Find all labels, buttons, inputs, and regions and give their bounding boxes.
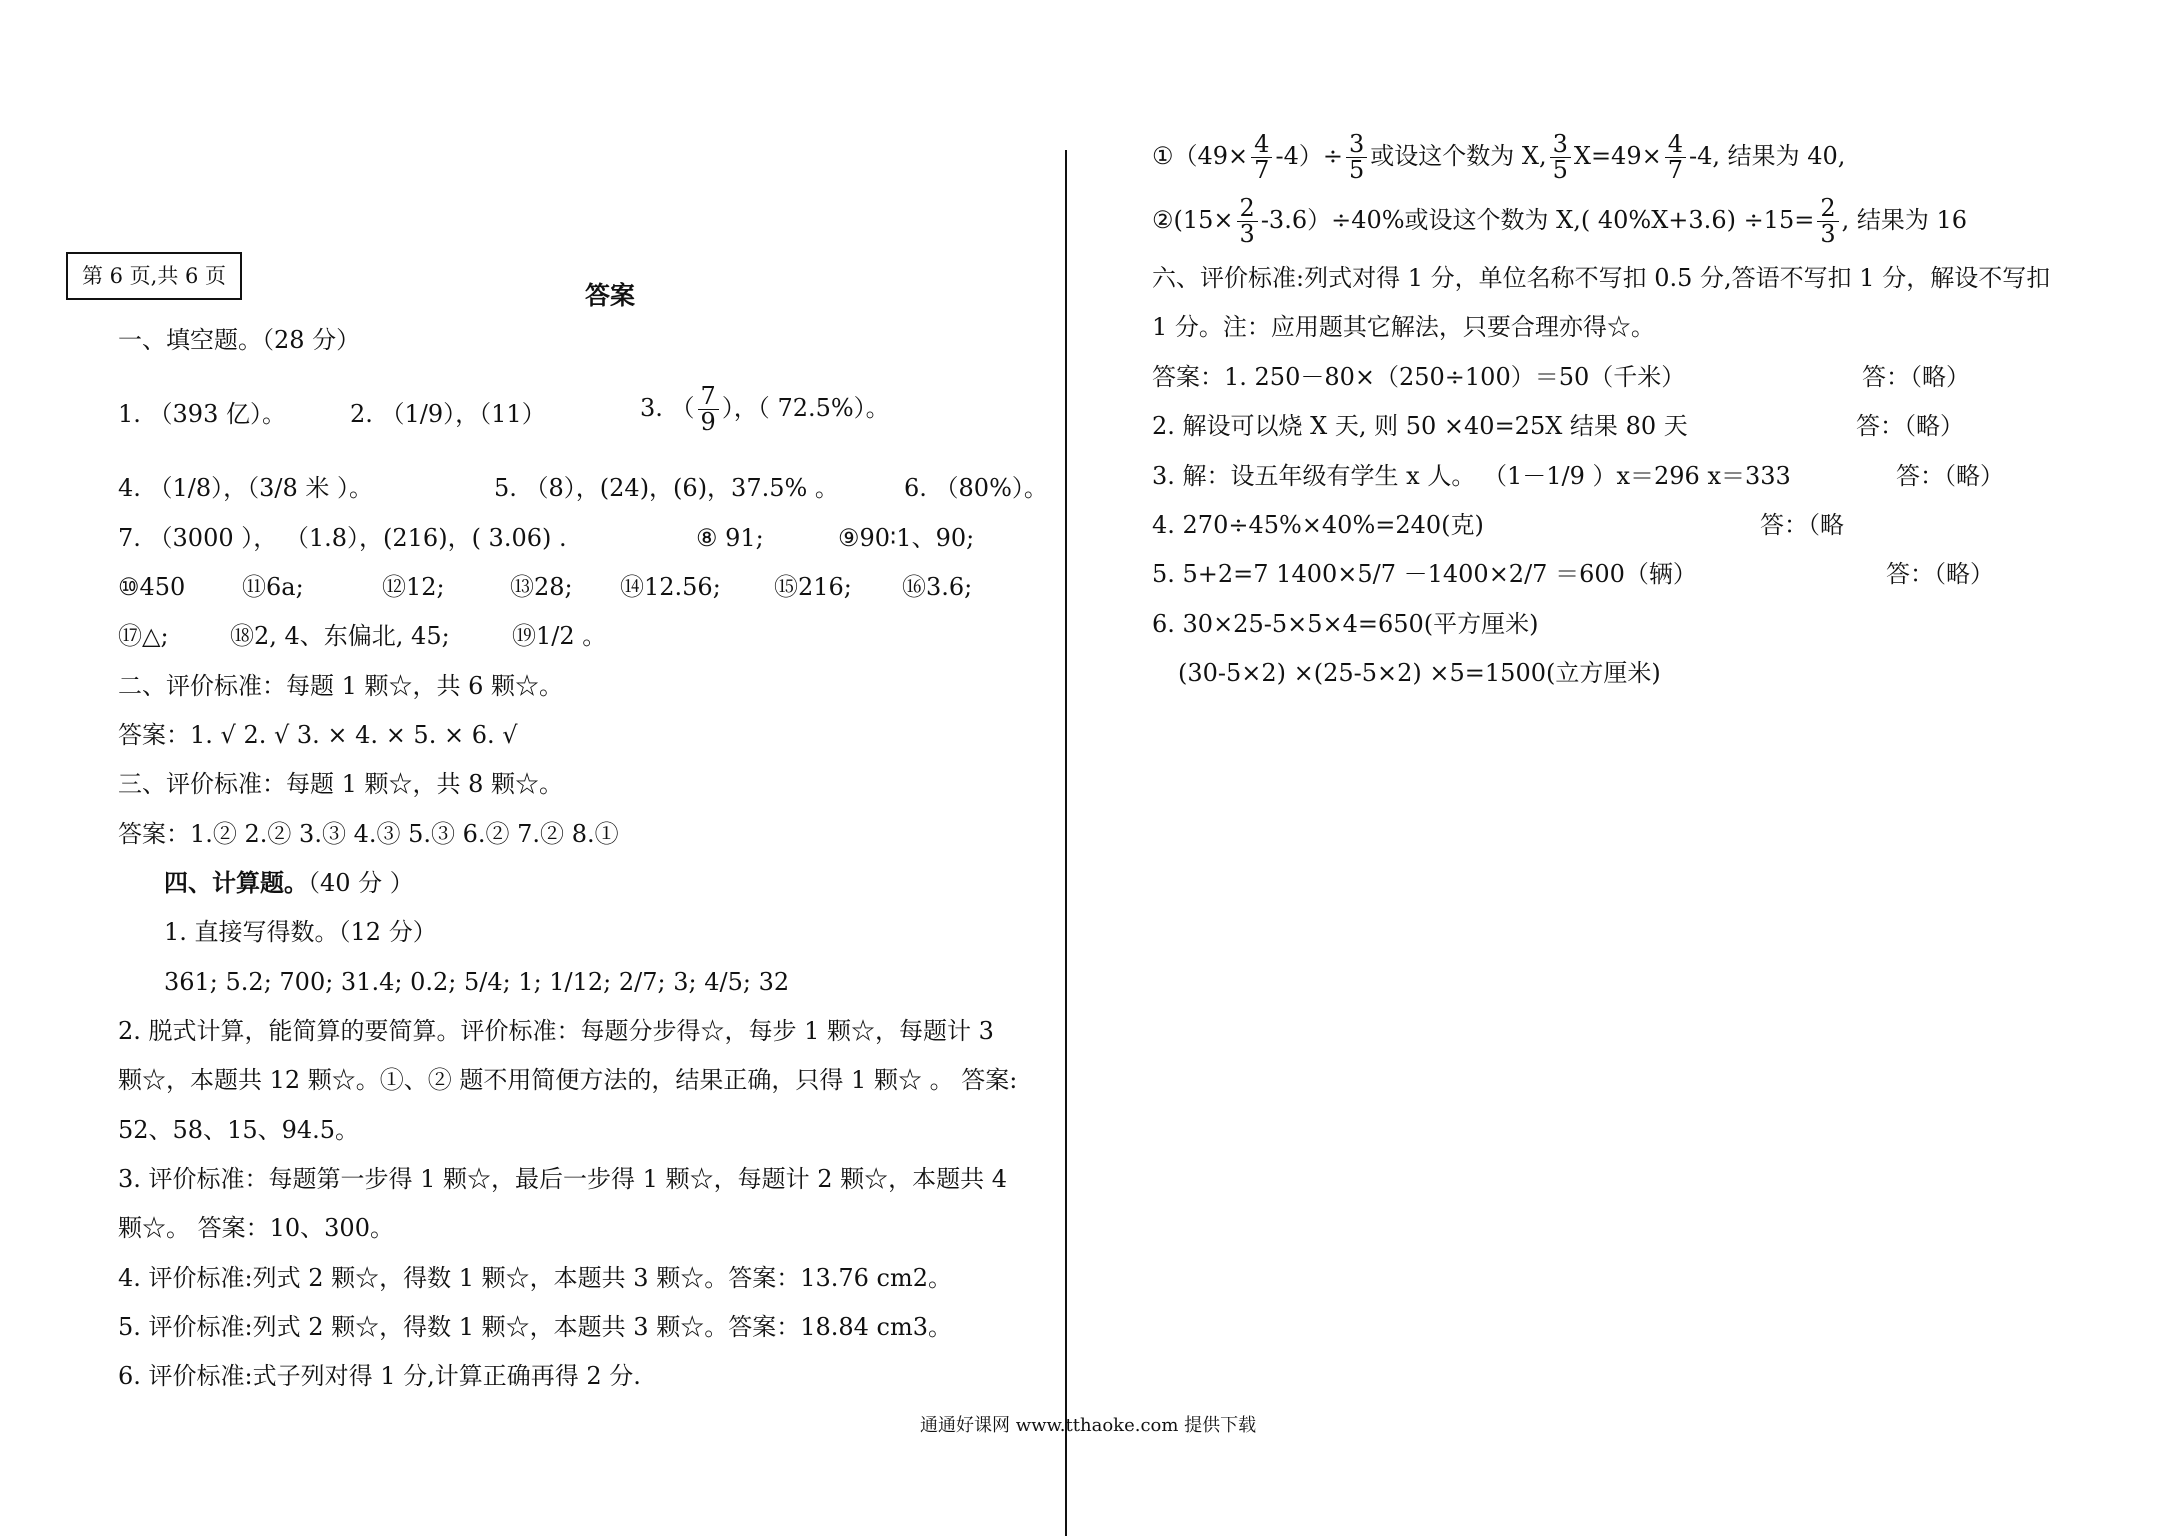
fraction: $\frac{3}{5}$ <box>1550 132 1571 183</box>
fraction: $\frac{4}{7}$ <box>1665 132 1686 183</box>
app-answer-5: 5. 5+2=7 1400×5/7 －1400×2/7 ＝600（辆） <box>1152 560 1697 588</box>
app-answer-4-reply: 答：（略 <box>1760 511 1844 539</box>
right-line-1: ①（49× $\frac{4}{7}$ -4）÷ $\frac{3}{5}$ 或设这个数为 X, $\frac{3}{5}$ X=49× $\frac{4}{7}$ -4, 结果为 40, <box>1152 130 1846 185</box>
answer-14: ⑭12.56; <box>620 573 721 601</box>
answer-9: ⑨90∶1、90; <box>838 524 975 552</box>
app-answer-3-reply: 答：（略） <box>1896 462 2004 490</box>
answer-4: 4. （1/8），（3/8 米 ）。 <box>118 474 374 502</box>
answer-17: ⑰△; <box>118 622 169 650</box>
answer-13: ⑬28; <box>510 573 573 601</box>
question-1-answers: 361; 5.2; 700; 31.4; 0.2; 5/4; 1; 1/12; 2/7; 3; 4/5; 32 <box>164 968 790 996</box>
question-3-line-2: 颗☆。 答案：10、300。 <box>118 1214 394 1242</box>
app-answer-1-reply: 答：（略） <box>1862 363 1970 391</box>
app-answer-2: 2. 解设可以烧 X 天, 则 50 ×40=25X 结果 80 天 <box>1152 412 1688 440</box>
section-1-heading: 一、填空题。（28 分） <box>118 326 361 354</box>
answer-6: 6. （80%）。 <box>904 474 1048 502</box>
app-answer-4: 4. 270÷45%×40%=240(克) <box>1152 511 1484 539</box>
question-4: 4. 评价标准:列式 2 颗☆，得数 1 颗☆，本题共 3 颗☆。答案：13.76 cm2。 <box>118 1264 952 1292</box>
answer-7: 7. （3000 ）， （1.8），(216)，( 3.06) . <box>118 524 567 552</box>
right-line-2: ②(15× $\frac{2}{3}$ -3.6）÷40%或设这个数为 X,( 40%X+3.6) ÷15= $\frac{2}{3}$ , 结果为 16 <box>1152 194 1968 249</box>
fraction: $\frac{7}{9}$ <box>698 384 719 435</box>
fraction: $\frac{3}{5}$ <box>1346 132 1367 183</box>
question-6: 6. 评价标准:式子列对得 1 分,计算正确再得 2 分. <box>118 1362 641 1390</box>
answer-3: 3. （ $\frac{7}{9}$ ），（ 72.5%）。 <box>640 382 890 437</box>
app-answer-1: 答案：1. 250－80×（250÷100）＝50（千米） <box>1152 363 1686 391</box>
question-5: 5. 评价标准:列式 2 颗☆，得数 1 颗☆，本题共 3 颗☆。答案：18.84 cm3。 <box>118 1313 952 1341</box>
footer-source: 通通好课网 www.tthaoke.com 提供下载 <box>920 1415 1257 1436</box>
column-divider <box>1065 150 1067 1536</box>
answer-2: 2. （1/9），（11） <box>350 400 546 428</box>
answer-12: ⑫12; <box>382 573 445 601</box>
question-2-line-2: 颗☆，本题共 12 颗☆。①、② 题不用简便方法的，结果正确，只得 1 颗☆ 。 答案: <box>118 1066 1018 1094</box>
fraction: $\frac{4}{7}$ <box>1251 132 1272 183</box>
section-2-answers: 答案：1. √ 2. √ 3. × 4. × 5. × 6. √ <box>118 721 518 749</box>
page-number-box: 第 6 页,共 6 页 <box>66 252 242 300</box>
answer-19: ⑲1/2 。 <box>512 622 607 650</box>
app-answer-3: 3. 解：设五年级有学生 x 人。 （1－1/9 ）x＝296 x＝333 <box>1152 462 1791 490</box>
answer-16: ⑯3.6; <box>902 573 973 601</box>
answer-1: 1. （393 亿）。 <box>118 400 286 428</box>
question-2-line-3: 52、58、15、94.5。 <box>118 1116 360 1144</box>
section-3-answers: 答案：1.② 2.② 3.③ 4.③ 5.③ 6.② 7.② 8.① <box>118 820 619 848</box>
page-title: 答案 <box>585 281 636 310</box>
answer-10: ⑩450 <box>118 573 186 601</box>
fraction: $\frac{2}{3}$ <box>1237 196 1258 247</box>
app-answer-2-reply: 答：（略） <box>1856 412 1964 440</box>
section-4-heading: 四、计算题。（40 分 ） <box>164 868 414 897</box>
answer-15: ⑮216; <box>774 573 852 601</box>
app-answer-6-line-2: (30-5×2) ×(25-5×2) ×5=1500(立方厘米) <box>1178 659 1661 687</box>
section-2-heading: 二、评价标准：每题 1 颗☆，共 6 颗☆。 <box>118 672 564 700</box>
answer-11: ⑪6a; <box>242 573 304 601</box>
question-3-line-1: 3. 评价标准：每题第一步得 1 颗☆，最后一步得 1 颗☆，每题计 2 颗☆，本题共 4 <box>118 1165 1008 1193</box>
app-answer-5-reply: 答：（略） <box>1886 560 1994 588</box>
section-6-heading: 六、评价标准:列式对得 1 分，单位名称不写扣 0.5 分,答语不写扣 1 分，解设不写扣 <box>1152 264 2051 292</box>
question-1: 1. 直接写得数。（12 分） <box>164 918 437 946</box>
app-answer-6: 6. 30×25-5×5×4=650(平方厘米) <box>1152 610 1539 638</box>
answer-5: 5. （8），(24)，(6)，37.5% 。 <box>494 474 839 502</box>
question-2-line-1: 2. 脱式计算，能简算的要简算。评价标准：每题分步得☆，每步 1 颗☆，每题计 3 <box>118 1017 994 1045</box>
section-3-heading: 三、评价标准：每题 1 颗☆，共 8 颗☆。 <box>118 770 564 798</box>
answer-18: ⑱2, 4、东偏北, 45; <box>230 622 450 650</box>
answer-8: ⑧ 91; <box>696 524 764 552</box>
fraction: $\frac{2}{3}$ <box>1817 196 1838 247</box>
section-6-note: 1 分。注：应用题其它解法，只要合理亦得☆。 <box>1152 313 1655 341</box>
